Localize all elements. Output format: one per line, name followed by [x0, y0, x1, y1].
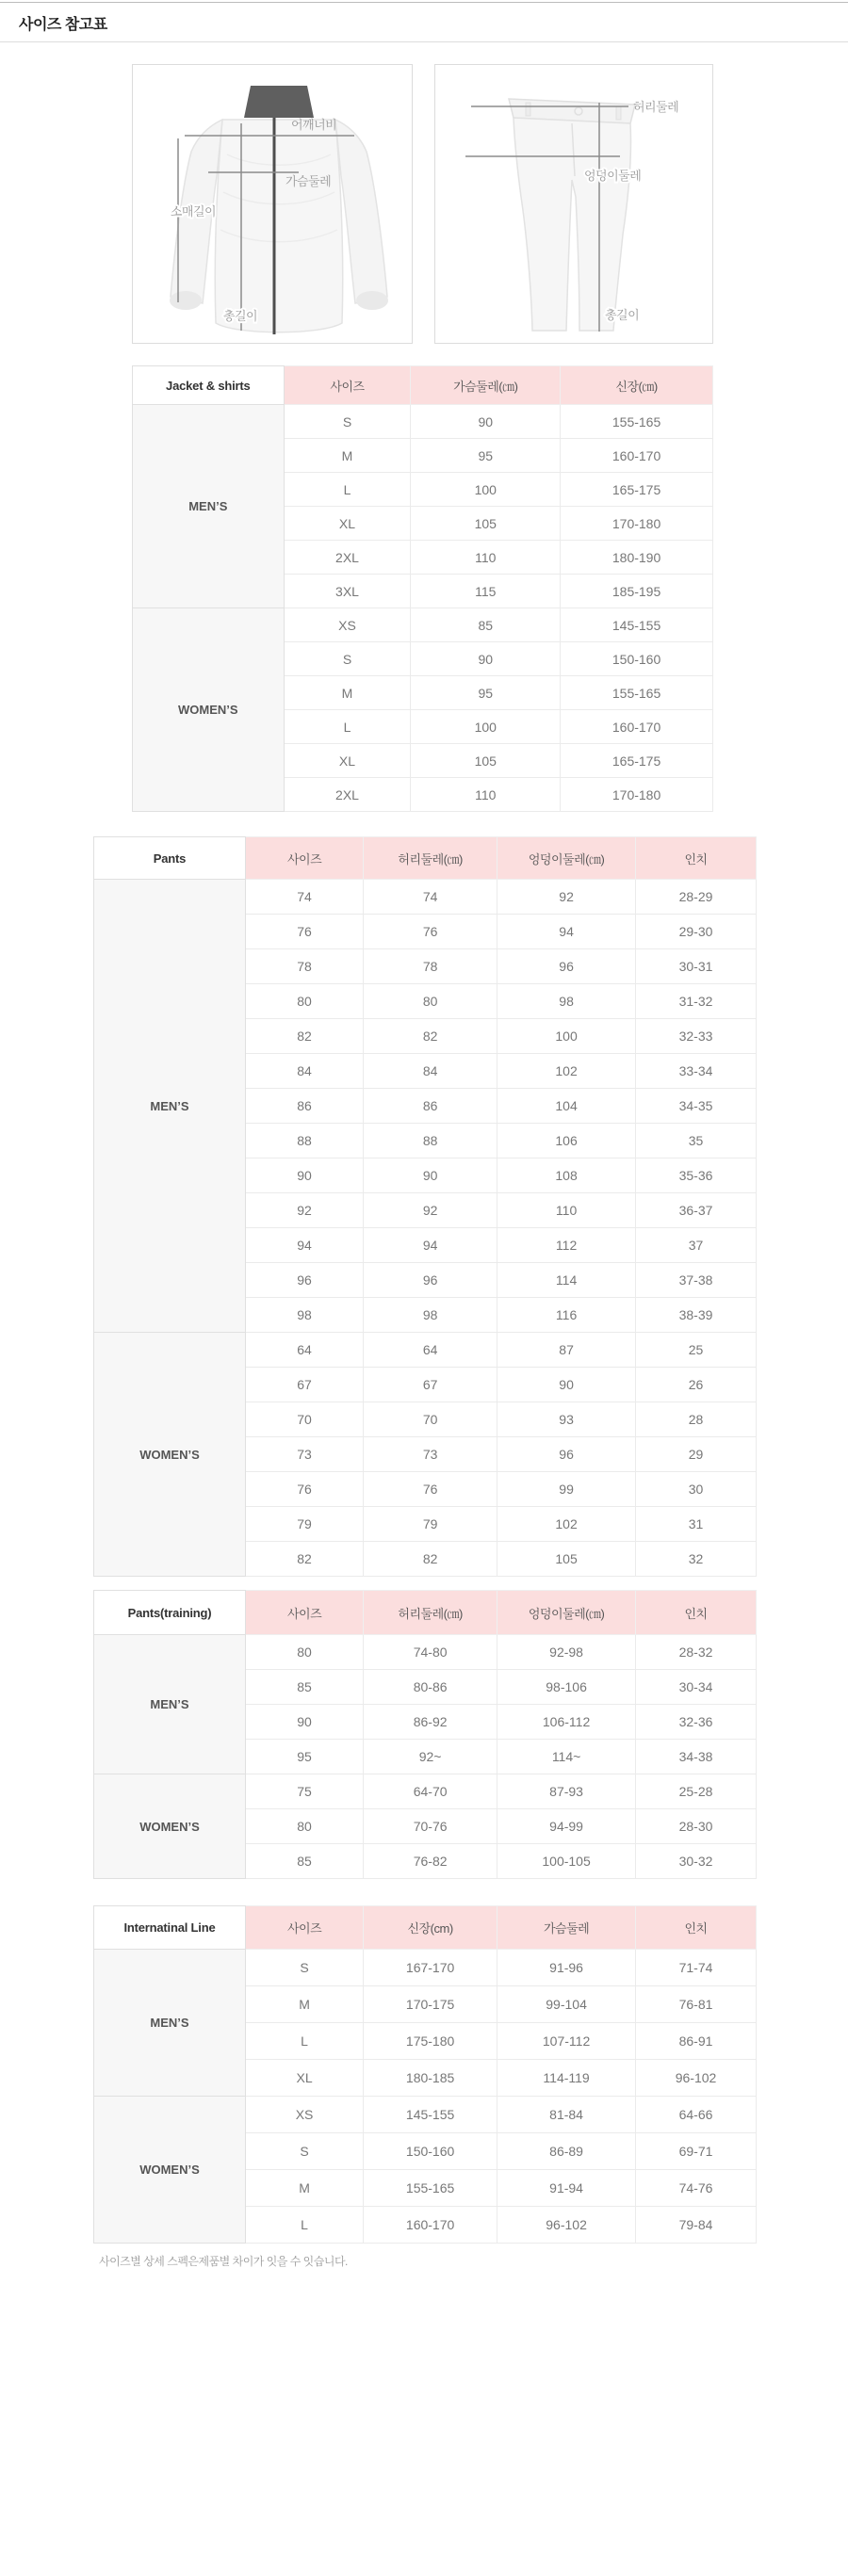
data-cell: 32-36: [636, 1705, 757, 1740]
data-cell: 95: [245, 1740, 363, 1774]
data-cell: 170-180: [561, 778, 713, 812]
data-cell: 170-180: [561, 507, 713, 541]
data-cell: 76: [245, 915, 363, 949]
data-cell: 80: [364, 984, 497, 1019]
data-cell: 90: [364, 1158, 497, 1193]
data-cell: 34-38: [636, 1740, 757, 1774]
data-cell: 78: [364, 949, 497, 984]
data-cell: 167-170: [364, 1950, 497, 1986]
pants-measure-diagram: [434, 64, 713, 344]
data-cell: 76-82: [364, 1844, 497, 1879]
data-cell: 95: [411, 676, 561, 710]
data-cell: S: [284, 642, 411, 676]
data-cell: M: [245, 1986, 363, 2023]
data-cell: 95: [411, 439, 561, 473]
data-cell: 86: [364, 1089, 497, 1124]
data-cell: XL: [284, 744, 411, 778]
data-cell: 90: [497, 1368, 636, 1402]
data-cell: 115: [411, 575, 561, 608]
data-cell: 30-31: [636, 949, 757, 984]
data-cell: 79: [364, 1507, 497, 1542]
data-cell: 107-112: [497, 2023, 636, 2060]
data-cell: 28-30: [636, 1809, 757, 1844]
data-cell: 145-155: [364, 2097, 497, 2133]
column-header: 허리둘레(㎝): [364, 1591, 497, 1635]
data-cell: 150-160: [561, 642, 713, 676]
data-cell: 79-84: [636, 2207, 757, 2244]
data-cell: 114: [497, 1263, 636, 1298]
chest-girth-label: 가슴둘레: [285, 174, 332, 188]
data-cell: 160-170: [561, 710, 713, 744]
data-cell: M: [284, 676, 411, 710]
data-cell: M: [245, 2170, 363, 2207]
data-cell: 145-155: [561, 608, 713, 642]
data-cell: 100-105: [497, 1844, 636, 1879]
data-cell: 35-36: [636, 1158, 757, 1193]
data-cell: 155-165: [561, 676, 713, 710]
data-cell: 28: [636, 1402, 757, 1437]
data-cell: 37-38: [636, 1263, 757, 1298]
data-cell: 76: [364, 915, 497, 949]
data-cell: 170-175: [364, 1986, 497, 2023]
data-cell: 90: [245, 1705, 363, 1740]
data-cell: 105: [411, 744, 561, 778]
data-cell: 73: [245, 1437, 363, 1472]
table-row: [133, 405, 713, 439]
data-cell: 64-70: [364, 1774, 497, 1809]
table-title-cell: Jacket & shirts: [133, 366, 285, 405]
data-cell: 64: [245, 1333, 363, 1368]
group-label-cell: MEN’S: [94, 1635, 246, 1774]
table-row: [94, 1635, 757, 1670]
data-cell: 71-74: [636, 1950, 757, 1986]
data-cell: 92: [364, 1193, 497, 1228]
data-cell: 29-30: [636, 915, 757, 949]
pants-total-length-label: 총길이: [605, 308, 640, 322]
hip-girth-label: 엉덩이둘레: [584, 169, 642, 183]
size-table: [132, 365, 713, 812]
data-cell: 3XL: [284, 575, 411, 608]
data-cell: 96-102: [497, 2207, 636, 2244]
pants-size-table: [93, 836, 757, 1577]
data-cell: 92-98: [497, 1635, 636, 1670]
data-cell: L: [284, 710, 411, 744]
data-cell: 29: [636, 1437, 757, 1472]
table-row: [133, 608, 713, 642]
data-cell: 84: [364, 1054, 497, 1089]
data-cell: 90: [411, 642, 561, 676]
data-cell: 96: [497, 1437, 636, 1472]
data-cell: 180-190: [561, 541, 713, 575]
data-cell: 25-28: [636, 1774, 757, 1809]
data-cell: 93: [497, 1402, 636, 1437]
data-cell: 69-71: [636, 2133, 757, 2170]
data-cell: 92~: [364, 1740, 497, 1774]
data-cell: XL: [284, 507, 411, 541]
data-cell: 105: [497, 1542, 636, 1577]
data-cell: 64-66: [636, 2097, 757, 2133]
total-length-label: 총길이: [222, 309, 258, 323]
title-divider: [0, 41, 848, 42]
size-table: [93, 1590, 757, 1879]
jacket-measure-diagram: [132, 64, 413, 344]
data-cell: 108: [497, 1158, 636, 1193]
data-cell: 94: [245, 1228, 363, 1263]
data-cell: 26: [636, 1368, 757, 1402]
data-cell: 2XL: [284, 778, 411, 812]
data-cell: 106-112: [497, 1705, 636, 1740]
jacket-left-cuff: [170, 291, 202, 310]
group-label-cell: WOMEN’S: [94, 1774, 246, 1879]
pants-legs: [514, 118, 631, 331]
pants-illustration: [435, 65, 712, 343]
data-cell: XL: [245, 2060, 363, 2097]
jacket-shirts-size-table: [132, 365, 713, 812]
data-cell: 74-76: [636, 2170, 757, 2207]
data-cell: 116: [497, 1298, 636, 1333]
column-header: 사이즈: [284, 366, 411, 405]
data-cell: 94: [364, 1228, 497, 1263]
data-cell: 110: [497, 1193, 636, 1228]
data-cell: 30-32: [636, 1844, 757, 1879]
data-cell: 102: [497, 1054, 636, 1089]
data-cell: 114-119: [497, 2060, 636, 2097]
data-cell: 96-102: [636, 2060, 757, 2097]
table-row: [94, 1774, 757, 1809]
data-cell: 150-160: [364, 2133, 497, 2170]
column-header: 사이즈: [245, 1591, 363, 1635]
data-cell: 90: [411, 405, 561, 439]
data-cell: 160-170: [561, 439, 713, 473]
data-cell: 94-99: [497, 1809, 636, 1844]
data-cell: 98: [497, 984, 636, 1019]
data-cell: 30: [636, 1472, 757, 1507]
data-cell: 87-93: [497, 1774, 636, 1809]
data-cell: 155-165: [561, 405, 713, 439]
data-cell: 79: [245, 1507, 363, 1542]
data-cell: 100: [411, 710, 561, 744]
data-cell: 74: [364, 880, 497, 915]
data-cell: 86-92: [364, 1705, 497, 1740]
data-cell: 37: [636, 1228, 757, 1263]
table-title-cell: Internatinal Line: [94, 1906, 246, 1950]
jacket-body: [215, 120, 342, 332]
belt-loop-left: [526, 103, 530, 116]
data-cell: 165-175: [561, 744, 713, 778]
group-label-cell: MEN’S: [94, 1950, 246, 2097]
column-header: 사이즈: [245, 837, 363, 880]
group-label-cell: MEN’S: [133, 405, 285, 608]
data-cell: 32: [636, 1542, 757, 1577]
data-cell: 185-195: [561, 575, 713, 608]
data-cell: 31: [636, 1507, 757, 1542]
column-header: 엉덩이둘레(㎝): [497, 1591, 636, 1635]
data-cell: 98: [364, 1298, 497, 1333]
column-header: 인치: [636, 837, 757, 880]
data-cell: 86: [245, 1089, 363, 1124]
data-cell: 33-34: [636, 1054, 757, 1089]
data-cell: 73: [364, 1437, 497, 1472]
belt-loop-right: [616, 106, 621, 120]
page-title: 사이즈 참고표: [19, 17, 107, 33]
data-cell: 80-86: [364, 1670, 497, 1705]
data-cell: 96: [497, 949, 636, 984]
international-line-size-table: [93, 1905, 757, 2244]
data-cell: 76: [245, 1472, 363, 1507]
size-disclaimer-note: 사이즈별 상세 스펙은제품별 차이가 잇을 수 잇습니다.: [99, 2255, 348, 2268]
data-cell: 76: [364, 1472, 497, 1507]
data-cell: 25: [636, 1333, 757, 1368]
data-cell: 31-32: [636, 984, 757, 1019]
data-cell: 74: [245, 880, 363, 915]
data-cell: 102: [497, 1507, 636, 1542]
column-header: 허리둘레(㎝): [364, 837, 497, 880]
data-cell: 70-76: [364, 1809, 497, 1844]
data-cell: XS: [284, 608, 411, 642]
data-cell: 75: [245, 1774, 363, 1809]
data-cell: 99: [497, 1472, 636, 1507]
data-cell: 82: [364, 1019, 497, 1054]
top-divider: [0, 2, 848, 3]
data-cell: 80: [245, 1635, 363, 1670]
data-cell: 67: [245, 1368, 363, 1402]
data-cell: 85: [411, 608, 561, 642]
data-cell: 34-35: [636, 1089, 757, 1124]
data-cell: 82: [245, 1019, 363, 1054]
data-cell: 82: [245, 1542, 363, 1577]
data-cell: 110: [411, 541, 561, 575]
data-cell: 88: [245, 1124, 363, 1158]
data-cell: 70: [364, 1402, 497, 1437]
jacket-right-cuff: [356, 291, 388, 310]
jacket-collar: [244, 86, 314, 118]
size-table: [93, 1905, 757, 2244]
column-header: 사이즈: [245, 1906, 363, 1950]
data-cell: 91-94: [497, 2170, 636, 2207]
shoulder-width-label: 어깨너비: [291, 118, 337, 132]
table-row: [94, 2097, 757, 2133]
data-cell: 76-81: [636, 1986, 757, 2023]
data-cell: 180-185: [364, 2060, 497, 2097]
data-cell: 74-80: [364, 1635, 497, 1670]
column-header: 신장(㎝): [561, 366, 713, 405]
data-cell: 98-106: [497, 1670, 636, 1705]
table-title-cell: Pants(training): [94, 1591, 246, 1635]
data-cell: 112: [497, 1228, 636, 1263]
data-cell: 92: [497, 880, 636, 915]
group-label-cell: WOMEN’S: [133, 608, 285, 812]
data-cell: M: [284, 439, 411, 473]
data-cell: 78: [245, 949, 363, 984]
table-row: [94, 1333, 757, 1368]
data-cell: 91-96: [497, 1950, 636, 1986]
group-label-cell: WOMEN’S: [94, 2097, 246, 2244]
data-cell: L: [245, 2207, 363, 2244]
data-cell: 104: [497, 1089, 636, 1124]
data-cell: S: [284, 405, 411, 439]
data-cell: 38-39: [636, 1298, 757, 1333]
data-cell: 36-37: [636, 1193, 757, 1228]
data-cell: 82: [364, 1542, 497, 1577]
data-cell: 110: [411, 778, 561, 812]
data-cell: 160-170: [364, 2207, 497, 2244]
data-cell: 165-175: [561, 473, 713, 507]
pants-training-size-table: [93, 1590, 757, 1879]
table-title-cell: Pants: [94, 837, 246, 880]
data-cell: 64: [364, 1333, 497, 1368]
data-cell: 28-29: [636, 880, 757, 915]
data-cell: 70: [245, 1402, 363, 1437]
data-cell: 35: [636, 1124, 757, 1158]
data-cell: 100: [411, 473, 561, 507]
waist-girth-label: 허리둘레: [633, 100, 679, 114]
sleeve-length-label: 소매길이: [170, 204, 217, 219]
group-label-cell: WOMEN’S: [94, 1333, 246, 1577]
data-cell: 175-180: [364, 2023, 497, 2060]
data-cell: 81-84: [497, 2097, 636, 2133]
data-cell: 155-165: [364, 2170, 497, 2207]
data-cell: 86-89: [497, 2133, 636, 2170]
data-cell: 85: [245, 1844, 363, 1879]
data-cell: 32-33: [636, 1019, 757, 1054]
data-cell: 105: [411, 507, 561, 541]
data-cell: 67: [364, 1368, 497, 1402]
size-table: [93, 836, 757, 1577]
column-header: 신장(cm): [364, 1906, 497, 1950]
data-cell: L: [284, 473, 411, 507]
data-cell: 84: [245, 1054, 363, 1089]
table-row: [94, 880, 757, 915]
data-cell: L: [245, 2023, 363, 2060]
data-cell: 30-34: [636, 1670, 757, 1705]
data-cell: S: [245, 1950, 363, 1986]
data-cell: 96: [245, 1263, 363, 1298]
data-cell: 80: [245, 984, 363, 1019]
data-cell: 87: [497, 1333, 636, 1368]
column-header: 가슴둘레: [497, 1906, 636, 1950]
data-cell: 28-32: [636, 1635, 757, 1670]
data-cell: XS: [245, 2097, 363, 2133]
data-cell: 90: [245, 1158, 363, 1193]
column-header: 가슴둘레(㎝): [411, 366, 561, 405]
data-cell: 88: [364, 1124, 497, 1158]
data-cell: 96: [364, 1263, 497, 1298]
table-row: [94, 1950, 757, 1986]
data-cell: 85: [245, 1670, 363, 1705]
data-cell: 106: [497, 1124, 636, 1158]
data-cell: 80: [245, 1809, 363, 1844]
column-header: 인치: [636, 1591, 757, 1635]
column-header: 인치: [636, 1906, 757, 1950]
column-header: 엉덩이둘레(㎝): [497, 837, 636, 880]
data-cell: 99-104: [497, 1986, 636, 2023]
data-cell: 92: [245, 1193, 363, 1228]
data-cell: 94: [497, 915, 636, 949]
group-label-cell: MEN’S: [94, 880, 246, 1333]
data-cell: 86-91: [636, 2023, 757, 2060]
jacket-illustration: [133, 65, 412, 343]
data-cell: 98: [245, 1298, 363, 1333]
data-cell: 100: [497, 1019, 636, 1054]
data-cell: 114~: [497, 1740, 636, 1774]
data-cell: S: [245, 2133, 363, 2170]
data-cell: 2XL: [284, 541, 411, 575]
